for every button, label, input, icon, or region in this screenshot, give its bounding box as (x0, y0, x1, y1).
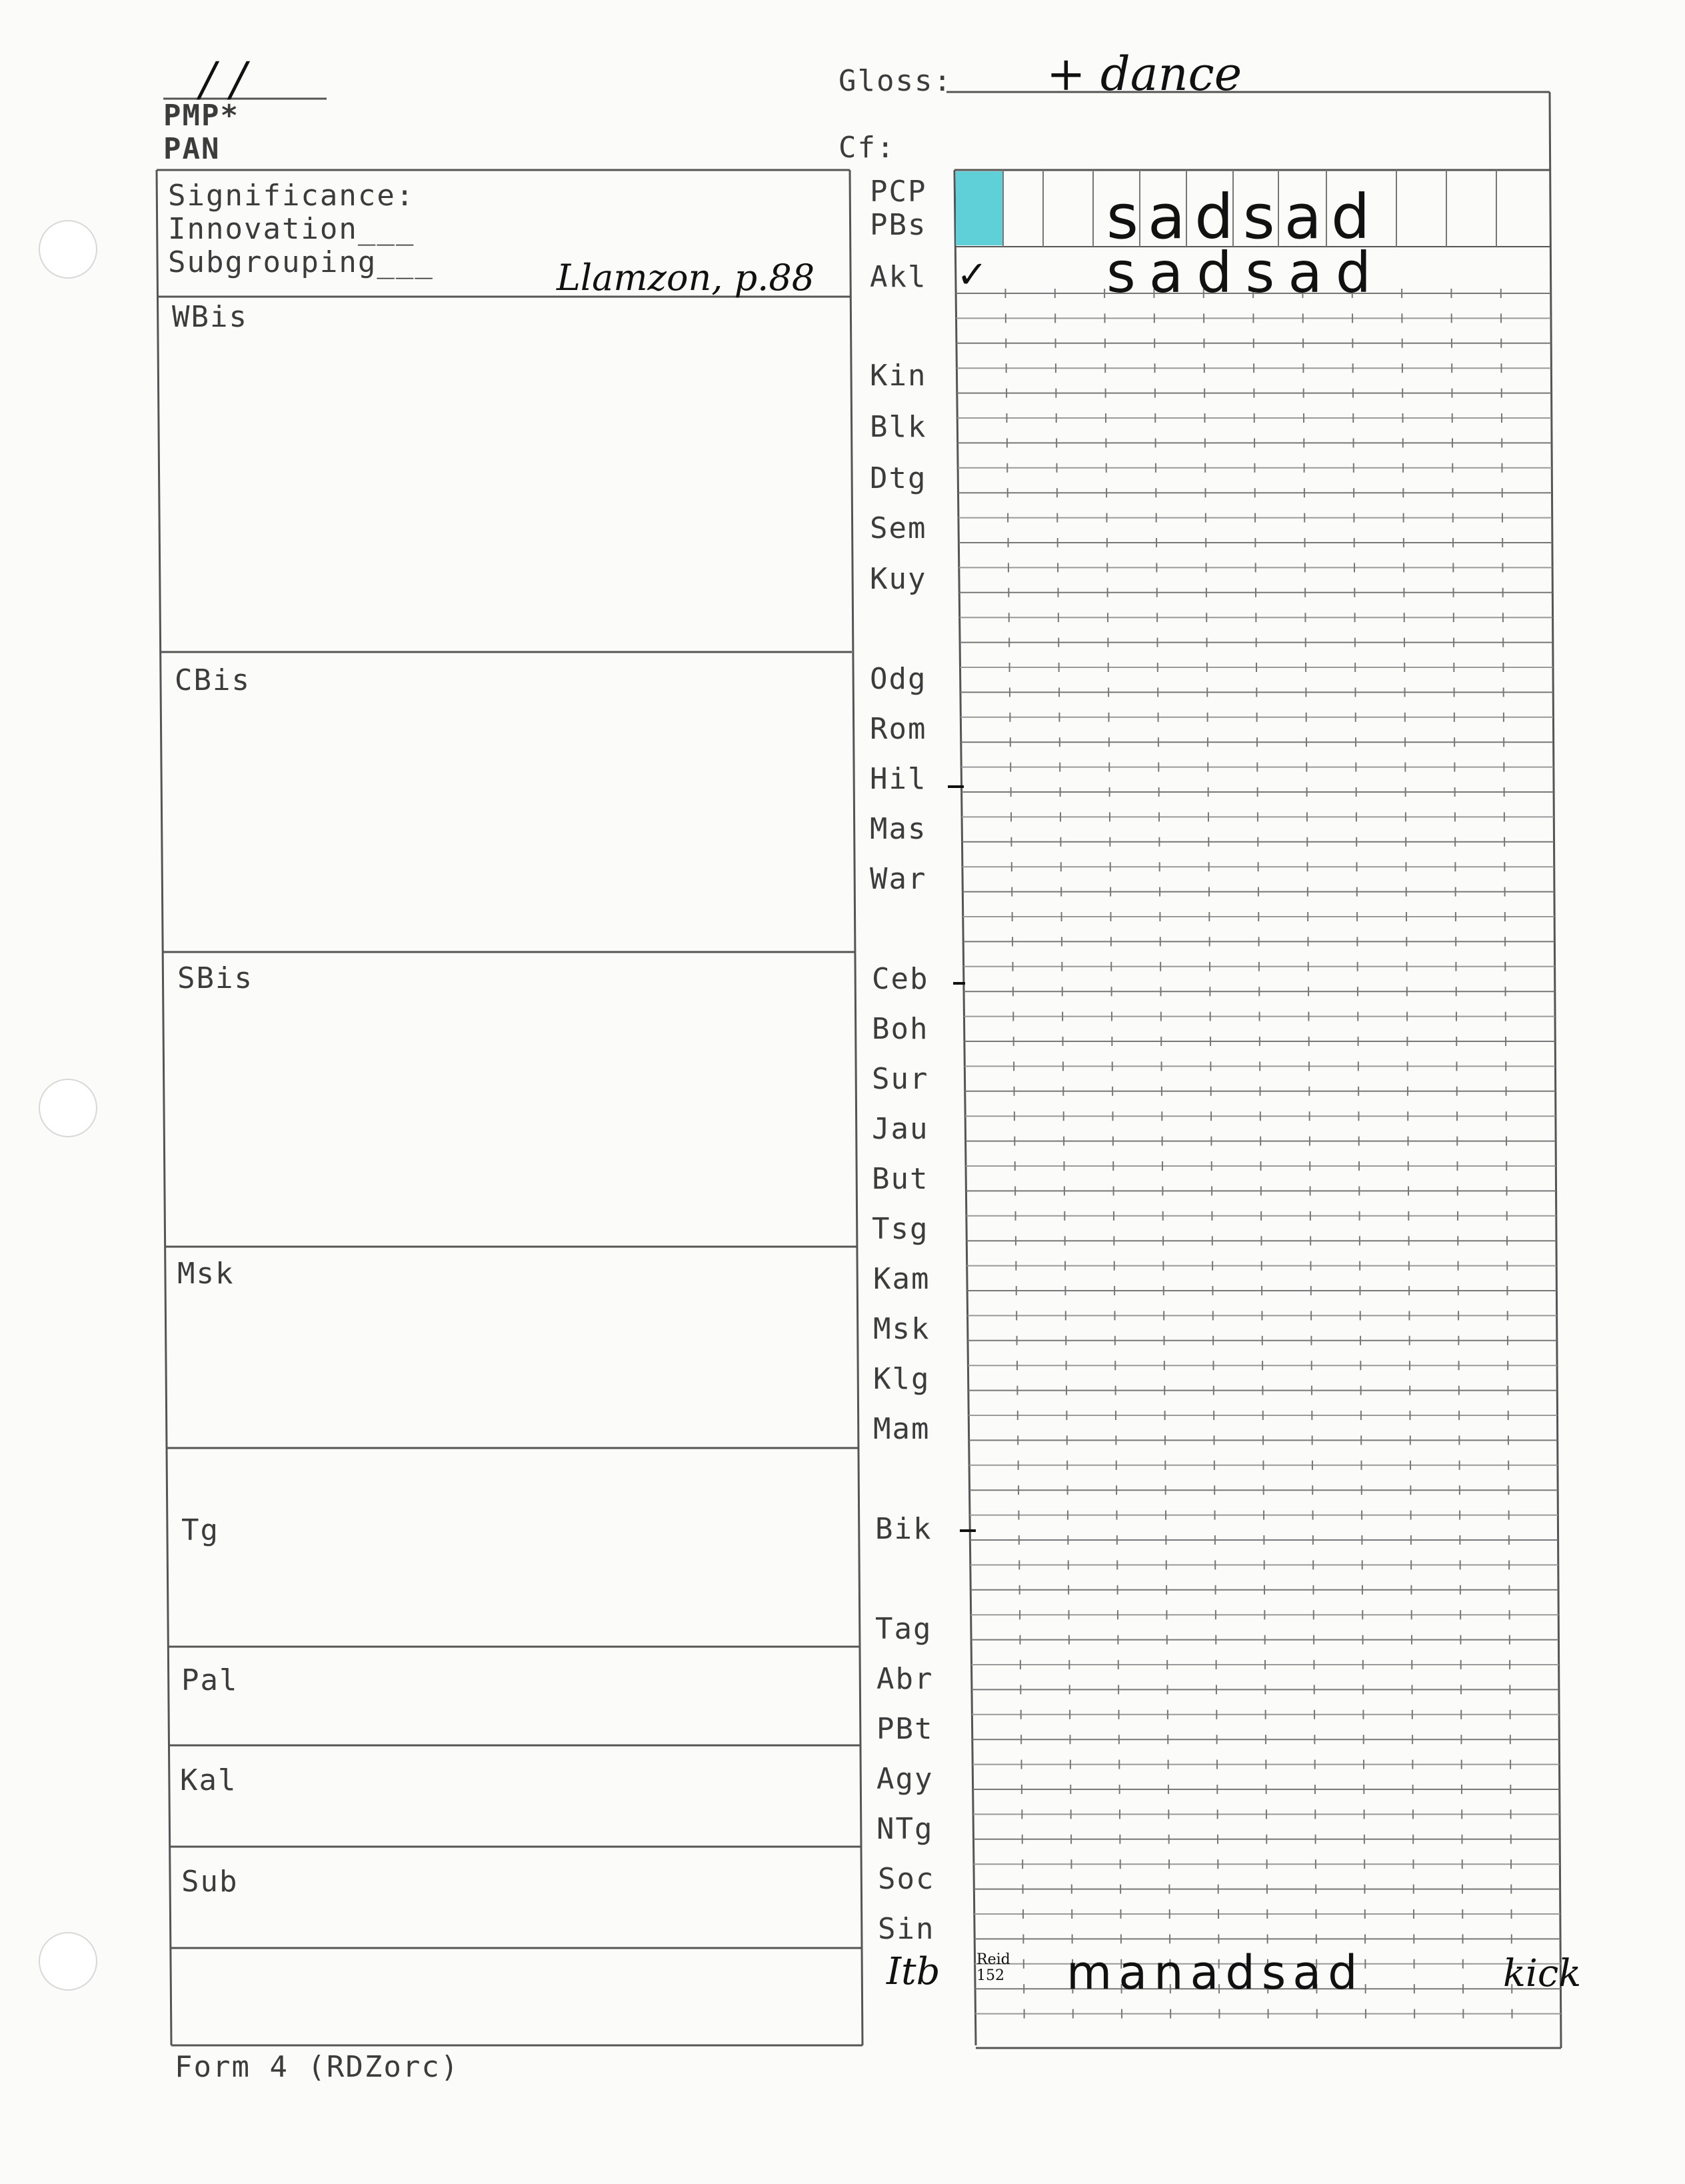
lang-label: PBs (870, 208, 927, 242)
section-msk: Msk (177, 1257, 235, 1291)
section-wbis: WBis (172, 300, 248, 334)
section-cbis: CBis (175, 663, 251, 697)
lang-label: But (872, 1162, 929, 1196)
significance-title: Significance: (168, 179, 415, 213)
lang-label: Klg (873, 1362, 930, 1396)
lang-label: Kin (870, 359, 927, 393)
lang-label: Akl (870, 260, 927, 294)
lang-label: Ceb (872, 962, 929, 996)
lang-label: Hil (870, 762, 927, 796)
highlight-cell (956, 171, 1002, 245)
lang-label: Kam (873, 1262, 930, 1296)
section-tg: Tg (181, 1513, 219, 1547)
lang-label: Kuy (870, 562, 927, 596)
lang-label: PBt (876, 1712, 934, 1746)
lang-label: Msk (873, 1312, 930, 1346)
lang-label: Tsg (872, 1212, 929, 1246)
gloss-value: + dance (1046, 47, 1242, 101)
lang-label: Sem (870, 511, 927, 545)
subgrouping-label: Subgrouping___ (168, 245, 434, 279)
lang-label: Boh (872, 1012, 929, 1046)
date-mark: / / (200, 52, 247, 107)
section-sub: Sub (181, 1865, 239, 1899)
pcp-pbs-entry: sadsad (1106, 181, 1380, 253)
itb-gloss: kick (1503, 1952, 1582, 1995)
lang-label-itb: Itb (886, 1950, 940, 1993)
lang-label: NTg (876, 1812, 934, 1846)
lang-label: Jau (872, 1112, 929, 1146)
lang-label: PCP (870, 175, 927, 209)
lang-label: War (870, 862, 927, 896)
cf-label: Cf: (839, 131, 896, 165)
lang-label: Tag (875, 1612, 932, 1646)
itb-entry: manadsad (1066, 1945, 1364, 2000)
gloss-label: Gloss: (839, 64, 952, 98)
pan-label: PAN (163, 132, 221, 166)
section-kal: Kal (180, 1763, 237, 1797)
lang-label: Sin (878, 1912, 935, 1946)
form-label: Form 4 (RDZorc) (175, 2050, 460, 2084)
innovation-label: Innovation___ (168, 212, 415, 246)
lang-label: Dtg (870, 461, 927, 495)
section-pal: Pal (181, 1663, 239, 1697)
lang-label: Mam (873, 1412, 930, 1446)
lang-label: Sur (872, 1062, 929, 1096)
itb-source: Reid 152 (976, 1951, 1010, 1984)
section-sbis: SBis (177, 961, 253, 995)
akl-check: ✓ (956, 253, 988, 297)
reference-note: Llamzon, p.88 (557, 257, 815, 299)
lang-label: Agy (876, 1762, 934, 1796)
lang-label: Soc (878, 1862, 935, 1896)
lang-label: Blk (870, 410, 927, 444)
pmp-label: PMP* (163, 99, 239, 133)
lang-label: Mas (870, 812, 927, 846)
lang-label: Abr (876, 1662, 934, 1696)
lang-label: Bik (875, 1512, 932, 1546)
lang-label: Odg (870, 662, 927, 696)
lang-label: Rom (870, 712, 927, 746)
akl-entry: sadsad (1106, 240, 1385, 305)
